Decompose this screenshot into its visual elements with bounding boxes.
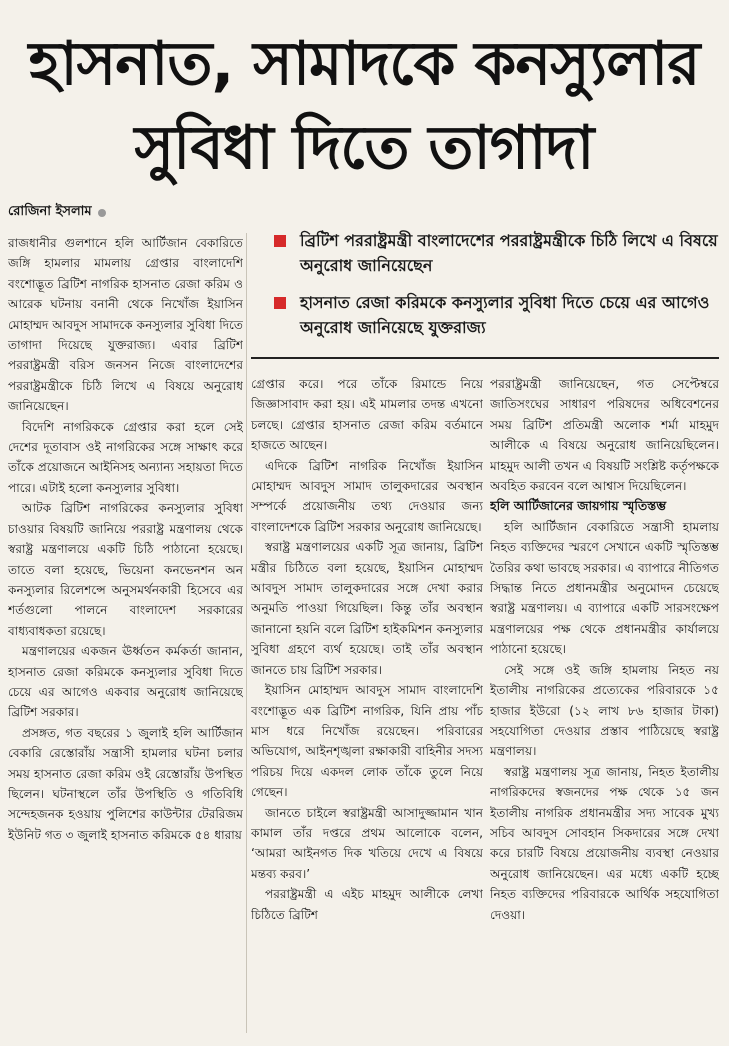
paragraph: জানতে চাইলে স্বরাষ্ট্রমন্ত্রী আসাদুজ্জামান খান কামাল তাঁর দপ্তরে প্রথম আলোকে বলেন, ‘আমরা আইনগত দিক খতিয়ে দেখে এ বিষয়ে মন্তব্য করব।’ (251, 805, 483, 881)
article-column-2 (251, 374, 483, 1034)
headline-line-2: সুবিধা দিতে তাগাদা (134, 113, 594, 183)
paragraph: সেই সঙ্গে ওই জঙ্গি হামলায় নিহত নয় ইতালীয় নাগরিকের প্রত্যেকের পরিবারকে ১৫ হাজার ইউরো (১২ লাখ ৮৬ হাজার টাকা) সহযোগিতা দেওয়ার প্রস্তাব পাঠিয়েছে স্বরাষ্ট্র মন্ত্রণালয়। (490, 662, 719, 759)
callout-item (252, 228, 719, 278)
paragraph: এদিকে ব্রিটিশ নাগরিক নিখোঁজ ইয়াসিন মোহাম্মদ আবদুস সামাদ তালুকদারের অবস্থান সম্পর্কে প্রয়োজনীয় তথ্য দেওয়ার জন্য বাংলাদেশকে ব্রিটিশ সরকার অনুরোধ জানিয়েছে। (251, 458, 483, 534)
paragraph: হলি আর্টিজান বেকারিতে সন্ত্রাসী হামলায় নিহত ব্যক্তিদের স্মরণে সেখানে একটি স্মৃতিস্তম্ভ তৈরির কথা ভাবছে সরকার। এ ব্যাপারে নীতিগত সিদ্ধান্ত নিতে প্রধানমন্ত্রীর অনুমোদন চেয়েছে স্বরাষ্ট্র মন্ত্রণালয়। এ ব্যাপারে একটি সারসংক্ষেপ মন্ত্রণালয়ের পক্ষ থেকে প্রধানমন্ত্রীর কার্যালয়ে পাঠানো হয়েছে। (490, 519, 719, 657)
paragraph: আটক ব্রিটিশ নাগরিকের কনস্যুলার সুবিধা চাওয়ার বিষয়টি জানিয়ে পররাষ্ট্র মন্ত্রণালয় থেকে স্বরাষ্ট্র মন্ত্রণালয়ে একটি চিঠি পাঠানো হয়েছে। তাতে বলা হয়েছে, ভিয়েনা কনভেনশন অন কনস্যুলার রিলেশন্সে অনুসমর্থনকারী হিসেবে এর শর্তগুলো পালনে বাংলাদেশ সরকারের বাধ্যবাধকতা রয়েছে। (8, 501, 243, 638)
section-subheading: হলি আর্টিজানের জায়গায় স্মৃতিস্তম্ভ (490, 498, 667, 514)
callout-bottom-rule (251, 357, 719, 359)
red-square-bullet-icon (274, 235, 286, 247)
paragraph: স্বরাষ্ট্র মন্ত্রণালয়ের একটি সূত্র জানায়, ব্রিটিশ মন্ত্রীর চিঠিতে বলা হয়েছে, ইয়াসিন মোহাম্মদ আবদুস সামাদ তালুকদারের সঙ্গে দেখা করার অনুমতি পাওয়া গিয়েছিল। কিন্তু তাঁর অবস্থান জানানো হয়নি বলে ব্রিটিশ হাইকমিশন কনস্যুলার সুবিধা গ্রহণে ব্যর্থ হয়েছে। তাই তাঁর অবস্থান জানতে চায় ব্রিটিশ সরকার। (251, 540, 483, 677)
callout-box (252, 228, 719, 360)
paragraph: বিদেশি নাগরিককে গ্রেপ্তার করা হলে সেই দেশের দূতাবাস ওই নাগরিকের সঙ্গে সাক্ষাৎ করে তাঁকে প্রয়োজনে আইনিসহ অন্যান্য সহায়তা দিতে পারে। এটাই হলো কনস্যুলার সুবিধা। (8, 419, 243, 495)
callout-text: হাসনাত রেজা করিমকে কনস্যুলার সুবিধা দিতে চেয়ে এর আগেও অনুরোধ জানিয়েছে যুক্তরাজ্য (300, 293, 710, 337)
byline-author: রোজিনা ইসলাম (8, 204, 92, 219)
headline (8, 22, 720, 190)
paragraph: পররাষ্ট্রমন্ত্রী এ এইচ মাহমুদ আলীকে লেখা চিঠিতে ব্রিটিশ (251, 887, 483, 922)
paragraph: স্বরাষ্ট্র মন্ত্রণালয় সূত্র জানায়, নিহত ইতালীয় নাগরিকদের স্বজনদের পক্ষ থেকে ১৫ জন ইতালীয় নাগরিক প্রধানমন্ত্রীর সদ্য সাবেক মুখ্য সচিব আবদুস সোবহান সিকদারের সঙ্গে দেখা করে চারটি বিষয়ে প্রয়োজনীয় ব্যবস্থা নেওয়ার অনুরোধ জানিয়েছেন। এর মধ্যে একটি হচ্ছে নিহত ব্যক্তিদের পরিবারকে আর্থিক সহযোগিতা দেওয়া। (490, 764, 719, 922)
byline-dot-icon (98, 209, 106, 217)
callout-text: ব্রিটিশ পররাষ্ট্রমন্ত্রী বাংলাদেশের পররাষ্ট্রমন্ত্রীকে চিঠি লিখে এ বিষয়ে অনুরোধ জানিয়েছেন (300, 231, 718, 275)
paragraph: ইয়াসিন মোহাম্মদ আবদুস সামাদ বাংলাদেশি বংশোদ্ভূত এক ব্রিটিশ নাগরিক, যিনি প্রায় পাঁচ মাস ধরে নিখোঁজ রয়েছেন। পরিবারের অভিযোগ, আইনশৃঙ্খলা রক্ষাকারী বাহিনীর সদস্য পরিচয় দিয়ে একদল লোক তাঁকে তুলে নিয়ে গেছেন। (251, 683, 483, 800)
column-divider (246, 233, 247, 1033)
paragraph: পররাষ্ট্রমন্ত্রী জানিয়েছেন, গত সেপ্টেম্বরে জাতিসংঘের সাধারণ পরিষদের অধিবেশনের সময় ব্রিটিশ প্রতিমন্ত্রী অলোক শর্মা মাহমুদ আলীকে এ বিষয়ে অনুরোধ জানিয়েছিলেন। মাহমুদ আলী তখন এ বিষয়টি সংশ্লিষ্ট কর্তৃপক্ষকে অবহিত করবেন বলে আশ্বাস দিয়েছিলেন। (490, 377, 719, 494)
article-column-3 (490, 374, 719, 1034)
callout-item (252, 290, 719, 340)
byline (8, 202, 106, 223)
paragraph: মন্ত্রণালয়ের একজন ঊর্ধ্বতন কর্মকর্তা জানান, হাসনাত রেজা করিমকে কনস্যুলার সুবিধা দিতে চেয়ে এর আগেও একবার অনুরোধ জানিয়েছে ব্রিটিশ সরকার। (8, 644, 243, 720)
paragraph: গ্রেপ্তার করে। পরে তাঁকে রিমান্ডে নিয়ে জিজ্ঞাসাবাদ করা হয়। এই মামলার তদন্ত এখনো চলছে। গ্রেপ্তার হাসনাত রেজা করিম বর্তমানে হাজতে আছেন। (251, 377, 483, 453)
paragraph: প্রসঙ্গত, গত বছরের ১ জুলাই হলি আর্টিজান বেকারি রেস্তোরাঁয় সন্ত্রাসী হামলার ঘটনা চলার সময় হাসনাত রেজা করিম ওই রেস্তোরাঁয় উপস্থিত ছিলেন। ঘটনাস্থলে তাঁর উপস্থিতি ও গতিবিধি সন্দেহজনক হওয়ায় পুলিশের কাউন্টার টেররিজম ইউনিট গত ৩ জুলাই হাসনাত করিমকে ৫৪ ধারায় (8, 725, 243, 842)
headline-line-1: হাসনাত, সামাদকে কনস্যুলার (28, 29, 700, 99)
paragraph: রাজধানীর গুলশানে হলি আর্টিজান বেকারিতে জঙ্গি হামলার মামলায় গ্রেপ্তার বাংলাদেশি বংশোদ্ভূত ব্রিটিশ নাগরিক হাসনাত রেজা করিম ও আরেক ঘটনায় বনানী থেকে নিখোঁজ ইয়াসিন মোহাম্মদ আবদুস সামাদকে কনস্যুলার সুবিধা দিতে তাগাদা দিয়েছে যুক্তরাজ্য। এবার ব্রিটিশ পররাষ্ট্রমন্ত্রী বরিস জনসন নিজে বাংলাদেশের পররাষ্ট্রমন্ত্রীকে চিঠি লিখে এ বিষয়ে অনুরোধ জানিয়েছেন। (8, 236, 243, 414)
red-square-bullet-icon (274, 297, 286, 309)
article-column-1 (8, 233, 243, 1033)
